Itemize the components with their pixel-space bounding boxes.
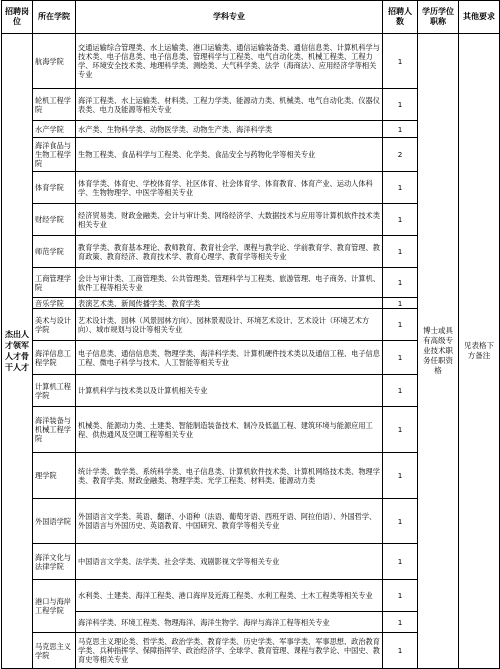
count-cell: 1 [383, 268, 418, 298]
count-cell: 1 [383, 341, 418, 375]
position-cell: 杰出人才领军人才骨干人才 [2, 34, 33, 669]
college-cell: 港口与海岸工程学院 [33, 580, 76, 633]
college-cell: 外国语学院 [33, 499, 76, 544]
college-cell: 财经学院 [33, 204, 76, 236]
college-cell: 海洋信息工程学院 [33, 341, 76, 375]
major-cell: 经济贸易类、财政金融类、会计与审计类、网络经济学、大数据技术与应用等计算机软件技术类相关专业 [76, 204, 383, 236]
major-cell: 统计学类、数学类、系统科学类、电子信息类、计算机软件技术类、计算机网络技术类、物理学类、教育学类、财政金融类、物理学类、光学工程类、材料类、能源动力类 [76, 453, 383, 499]
count-cell: 1 [383, 633, 418, 669]
count-cell: 1 [383, 407, 418, 453]
count-cell: 1 [383, 375, 418, 407]
college-cell: 海洋文化与法律学院 [33, 544, 76, 580]
major-cell: 中国语言文学类、法学类、社会学类、戏剧影视文学等相关专业 [76, 544, 383, 580]
count-cell: 1 [383, 89, 418, 121]
count-cell: 1 [383, 580, 418, 612]
count-cell: 2 [383, 138, 418, 172]
college-cell: 航海学院 [33, 34, 76, 89]
count-cell: 1 [383, 612, 418, 633]
count-cell: 1 [383, 499, 418, 544]
college-cell: 马克思主义学院 [33, 633, 76, 669]
major-cell: 水产类、生物科学类、动物医学类、动物生产类、海洋科学类 [76, 121, 383, 138]
major-cell: 外国语言文学类、英语、翻译、小语种（法语、葡萄牙语、西班牙语、阿拉伯语）、外国哲学、外国语言与外国历史、英语教育、中国研究、教育学等相关专业 [76, 499, 383, 544]
major-cell: 机械类、能源动力类、土建类、智能制造装备技术、制冷及低温工程、建筑环境与能源应用工程、供热通风及空调工程等相关专业 [76, 407, 383, 453]
count-cell: 1 [383, 34, 418, 89]
count-cell: 1 [383, 298, 418, 309]
major-cell: 会计与审计类、工商管理类、公共管理类、管理科学与工程类、旅游管理、电子商务、计算机、软件工程等相关专业 [76, 268, 383, 298]
college-cell: 工商管理学院 [33, 268, 76, 298]
header-position: 招聘岗位 [2, 1, 33, 34]
college-cell: 体育学院 [33, 172, 76, 204]
major-cell: 艺术设计类、园林（风景园林方向）、园林景观设计、环境艺术设计、艺术设计（环境艺术方向）、城市规划与设计等相关专业 [76, 309, 383, 341]
count-cell: 1 [383, 121, 418, 138]
header-other: 其他要求 [459, 1, 500, 34]
college-cell: 海洋装备与机械工程学院 [33, 407, 76, 453]
major-cell: 水利类、土建类、海洋工程类、港口海岸及近海工程类、水利工程类、土木工程类等相关专业 [76, 580, 383, 612]
recruitment-table [1, 0, 500, 669]
count-cell: 1 [383, 309, 418, 341]
college-cell: 海洋食品与生物工程学院 [33, 138, 76, 172]
count-cell: 1 [383, 236, 418, 268]
major-cell: 表演艺术类、新闻传播学类、教育学类 [76, 298, 383, 309]
count-cell: 1 [383, 172, 418, 204]
college-cell: 轮机工程学院 [33, 89, 76, 121]
header-major: 学科专业 [76, 1, 383, 34]
count-cell: 1 [383, 544, 418, 580]
major-cell: 生物工程类、食品科学与工程类、化学类、食品安全与药物化学等相关专业 [76, 138, 383, 172]
major-cell: 电子信息类、通信信息类、物理学类、海洋科学类、计算机硬件技术类以及通信工程、电子信息工程、微电子科学与技术、人工智能等相关专业 [76, 341, 383, 375]
college-cell: 师范学院 [33, 236, 76, 268]
college-cell: 计算机工程学院 [33, 375, 76, 407]
college-cell: 音乐学院 [33, 298, 76, 309]
other-requirement-cell: 见表格下方备注 [459, 34, 500, 669]
major-cell: 海洋工程类、水上运输类、材料类、工程力学类、能源动力类、机械类、电气自动化类、仪器仪表类、电力及能源等相关专业 [76, 89, 383, 121]
header-college: 所在学院 [33, 1, 76, 34]
count-cell: 1 [383, 204, 418, 236]
college-cell: 理学院 [33, 453, 76, 499]
header-count: 招聘人数 [383, 1, 418, 34]
major-cell: 马克思主义理论类、哲学类、政治学类、教育学类、历史学类、军事学类、军事思想、政治教育学类、兵种指挥学、保障指挥学、政治经济学、全球学、教育管理、课程与教学论、中国史、教育史等相关专业 [76, 633, 383, 669]
college-cell: 美术与设计学院 [33, 309, 76, 341]
major-cell: 计算机科学与技术类以及计算机相关专业 [76, 375, 383, 407]
major-cell: 体育学类、体育史、学校体育学、社区体育、社会体育学、体育教育、体育产业、运动人体科学、生物物理学、中医学等相关专业 [76, 172, 383, 204]
college-cell: 水产学院 [33, 121, 76, 138]
header-edu: 学历学位职称 [418, 1, 459, 34]
table-row [2, 34, 500, 89]
header-row [2, 1, 500, 34]
major-cell: 海洋科学类、环境工程类、物理海洋、海洋生物学、海岸与海洋工程等相关专业 [76, 612, 383, 633]
edu-requirement-cell: 博士或具有高级专业技术职务任职资格 [418, 34, 459, 669]
count-cell: 1 [383, 453, 418, 499]
major-cell: 交通运输综合管理类、水上运输类、港口运输类、通信运输装备类、通信信息类、计算机科学与技术类、电子信息类、电子信息类、管理科学与工程类、电气自动化类、机械工程类、工程力学、环境安全技术类、地理科学类、测绘类、大气科学类、法学（海商法）、应用经济学等相关专业 [76, 34, 383, 89]
major-cell: 教育学类、教育基本理论、教师教育、教育社会学、课程与教学论、学前教育学、教育管理、教育政策、教育经济、教育技术学、教育心理学、教育学等相关专业 [76, 236, 383, 268]
